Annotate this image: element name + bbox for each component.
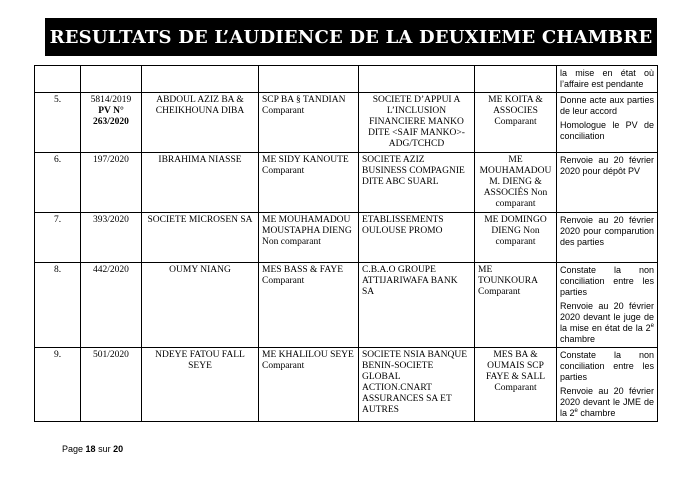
results-table xyxy=(34,65,658,422)
plaintiff: ABDOUL AZIZ BA & CHEIKHOUNA DIBA xyxy=(142,93,259,153)
plaintiff-counsel: MES BASS & FAYE Comparant xyxy=(259,263,359,348)
hearing-result: Renvoie au 20 février 2020 pour comparution des parties xyxy=(557,213,658,263)
table-row xyxy=(35,66,658,93)
case-reference: 393/2020 xyxy=(81,213,142,263)
row-number: 5. xyxy=(35,93,81,153)
defendant: C.B.A.O GROUPE ATTIJARIWAFA BANK SA xyxy=(359,263,475,348)
defendant xyxy=(359,66,475,93)
defendant-counsel: ME KOITA & ASSOCIES Comparant xyxy=(475,93,557,153)
row-number: 7. xyxy=(35,213,81,263)
defendant: SOCIETE D’APPUI A L’INCLUSION FINANCIERE MANKO DITE <SAIF MANKO>-ADG/TCHCD xyxy=(359,93,475,153)
current-page: 18 xyxy=(85,444,96,454)
row-number: 8. xyxy=(35,263,81,348)
defendant-counsel: ME TOUNKOURA Comparant xyxy=(475,263,557,348)
plaintiff-counsel: SCP BA § TANDIAN Comparant xyxy=(259,93,359,153)
plaintiff xyxy=(142,66,259,93)
case-reference: 442/2020 xyxy=(81,263,142,348)
hearing-result: Constate la non conciliation entre les parties Renvoie au 20 février 2020 devant le juge de la mise en état de la 2e chambre xyxy=(557,263,658,348)
plaintiff-counsel: ME KHALILOU SEYE Comparant xyxy=(259,348,359,422)
case-reference: 197/2020 xyxy=(81,153,142,213)
page-title: RESULTATS DE L’AUDIENCE DE LA DEUXIEME CHAMBRE xyxy=(49,26,653,48)
table-row xyxy=(35,213,658,263)
table-row xyxy=(35,348,658,422)
defendant-counsel: ME MOUHAMADOU M. DIENG & ASSOCIÉS Non comparant xyxy=(475,153,557,213)
case-reference: 501/2020 xyxy=(81,348,142,422)
page-footer: Page 18 sur 20 xyxy=(62,444,124,454)
total-pages: 20 xyxy=(113,444,124,454)
defendant-counsel: ME DOMINGO DIENG Non comparant xyxy=(475,213,557,263)
defendant: SOCIETE NSIA BANQUE BENIN-SOCIETE GLOBAL ACTION.CNART ASSURANCES SA ET AUTRES xyxy=(359,348,475,422)
row-number: 6. xyxy=(35,153,81,213)
plaintiff: IBRAHIMA NIASSE xyxy=(142,153,259,213)
plaintiff-counsel: ME SIDY KANOUTE Comparant xyxy=(259,153,359,213)
defendant-counsel xyxy=(475,66,557,93)
defendant: SOCIETE AZIZ BUSINESS COMPAGNIE DITE ABC SUARL xyxy=(359,153,475,213)
defendant: ETABLISSEMENTS OULOUSE PROMO xyxy=(359,213,475,263)
table-row xyxy=(35,93,658,153)
hearing-result: Constate la non conciliation entre les parties Renvoie au 20 février 2020 devant le JME de la 2e chambre xyxy=(557,348,658,422)
case-reference xyxy=(81,66,142,93)
plaintiff: NDEYE FATOU FALL SEYE xyxy=(142,348,259,422)
table-row xyxy=(35,263,658,348)
page-title-banner xyxy=(45,18,657,56)
hearing-result: la mise en état où l’affaire est pendante xyxy=(557,66,658,93)
case-reference: 5814/2019 PV N° 263/2020 xyxy=(81,93,142,153)
plaintiff: SOCIETE MICROSEN SA xyxy=(142,213,259,263)
hearing-result: Donne acte aux parties de leur accord Homologue le PV de conciliation xyxy=(557,93,658,153)
row-number: 9. xyxy=(35,348,81,422)
table-row xyxy=(35,153,658,213)
defendant-counsel: MES BA & OUMAIS SCP FAYE & SALL Comparant xyxy=(475,348,557,422)
pv-number: PV N° 263/2020 xyxy=(93,106,129,127)
plaintiff: OUMY NIANG xyxy=(142,263,259,348)
hearing-result: Renvoie au 20 février 2020 pour dépôt PV xyxy=(557,153,658,213)
plaintiff-counsel: ME MOUHAMADOU MOUSTAPHA DIENG Non comparant xyxy=(259,213,359,263)
plaintiff-counsel xyxy=(259,66,359,93)
row-number xyxy=(35,66,81,93)
